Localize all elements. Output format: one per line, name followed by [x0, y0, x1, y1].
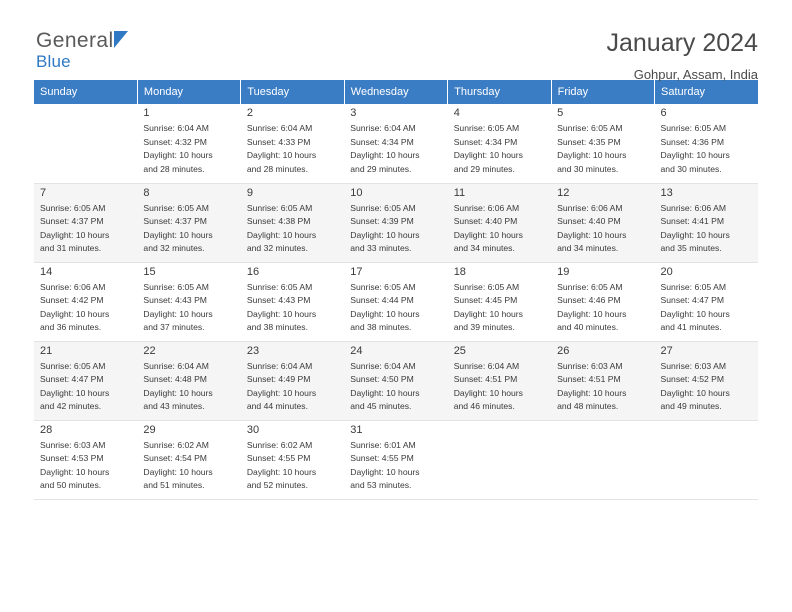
- day-info: [557, 281, 648, 335]
- calendar-week-row: [34, 104, 758, 183]
- day-number: 27: [660, 344, 673, 357]
- sunrise-text: Sunrise: 6:05 AM: [557, 281, 623, 292]
- day-info: [143, 281, 234, 335]
- day-info: [40, 202, 131, 256]
- day-info: [454, 360, 545, 414]
- day-number: 8: [143, 186, 150, 199]
- sunrise-text: Sunrise: 6:03 AM: [40, 439, 106, 450]
- day-info: [247, 202, 338, 256]
- sunrise-text: Sunrise: 6:06 AM: [557, 202, 623, 213]
- sunrise-text: Sunrise: 6:04 AM: [350, 360, 416, 371]
- daylight-text-line1: Daylight: 10 hours: [350, 229, 420, 240]
- day-number: 19: [557, 265, 570, 278]
- daylight-text-line1: Daylight: 10 hours: [557, 308, 627, 319]
- daylight-text-line2: and 48 minutes.: [557, 401, 619, 412]
- sunrise-text: Sunrise: 6:05 AM: [660, 281, 726, 292]
- sunset-text: Sunset: 4:50 PM: [350, 374, 414, 385]
- daylight-text-line2: and 29 minutes.: [453, 163, 515, 174]
- day-cell: [34, 262, 137, 341]
- day-number: 24: [350, 344, 363, 357]
- page-header: [34, 0, 758, 82]
- day-number: 3: [350, 107, 357, 119]
- day-cell: [655, 104, 758, 183]
- daylight-text-line1: Daylight: 10 hours: [246, 387, 317, 398]
- daylight-text-line1: Daylight: 10 hours: [143, 466, 213, 477]
- day-info: [350, 202, 441, 256]
- daylight-text-line1: Daylight: 10 hours: [660, 387, 730, 398]
- day-number: 13: [660, 186, 673, 199]
- day-info: [40, 360, 131, 414]
- sunrise-text: Sunrise: 6:05 AM: [246, 281, 313, 292]
- daylight-text-line2: and 36 minutes.: [40, 322, 102, 333]
- day-number: 25: [453, 344, 466, 357]
- day-cell: [551, 104, 654, 183]
- day-number: 22: [143, 344, 156, 357]
- sunset-text: Sunset: 4:37 PM: [40, 216, 104, 227]
- day-number: 21: [40, 344, 53, 357]
- sunrise-text: Sunrise: 6:05 AM: [40, 360, 106, 371]
- sunrise-text: Sunrise: 6:06 AM: [40, 281, 106, 292]
- sunset-text: Sunset: 4:38 PM: [246, 216, 311, 227]
- day-number: 4: [453, 107, 460, 119]
- daylight-text-line1: Daylight: 10 hours: [453, 308, 523, 319]
- day-info: [661, 202, 752, 256]
- day-info: [247, 439, 338, 493]
- triangle-flag-icon: [114, 31, 128, 48]
- sunrise-text: Sunrise: 6:06 AM: [660, 202, 726, 213]
- day-number: 11: [453, 186, 466, 199]
- weekday-header-row: [34, 80, 758, 104]
- sunset-text: Sunset: 4:47 PM: [40, 374, 104, 385]
- calendar-week-row: [34, 183, 758, 262]
- weekday-header-sunday: Sunday: [34, 80, 137, 104]
- day-cell-empty: [34, 104, 137, 183]
- daylight-text-line1: Daylight: 10 hours: [40, 308, 110, 319]
- day-info: [350, 439, 441, 493]
- sunrise-text: Sunrise: 6:04 AM: [453, 360, 520, 371]
- daylight-text-line1: Daylight: 10 hours: [660, 150, 730, 161]
- sunset-text: Sunset: 4:42 PM: [40, 295, 104, 306]
- sunrise-text: Sunrise: 6:05 AM: [660, 123, 726, 133]
- daylight-text-line1: Daylight: 10 hours: [246, 150, 317, 161]
- sunset-text: Sunset: 4:44 PM: [350, 295, 414, 306]
- daylight-text-line1: Daylight: 10 hours: [350, 308, 420, 319]
- day-number: 16: [246, 265, 260, 278]
- day-info: [661, 281, 752, 335]
- day-cell: [137, 341, 240, 420]
- weekday-header-saturday: Saturday: [655, 80, 758, 104]
- daylight-text-line2: and 42 minutes.: [40, 401, 102, 412]
- weekday-header-thursday: Thursday: [448, 80, 551, 104]
- day-info: [40, 281, 131, 335]
- day-cell: [34, 183, 137, 262]
- sunrise-text: Sunrise: 6:04 AM: [246, 360, 313, 371]
- day-number: 9: [246, 186, 253, 199]
- sunset-text: Sunset: 4:55 PM: [246, 453, 311, 464]
- page-title: January 2024: [606, 29, 758, 57]
- daylight-text-line1: Daylight: 10 hours: [660, 308, 730, 319]
- day-number: 29: [143, 423, 156, 436]
- day-number: 5: [557, 107, 564, 119]
- daylight-text-line1: Daylight: 10 hours: [143, 229, 213, 240]
- daylight-text-line1: Daylight: 10 hours: [40, 466, 110, 477]
- daylight-text-line1: Daylight: 10 hours: [660, 229, 730, 240]
- daylight-text-line1: Daylight: 10 hours: [453, 387, 523, 398]
- daylight-text-line2: and 43 minutes.: [143, 401, 205, 412]
- daylight-text-line2: and 32 minutes.: [246, 243, 308, 254]
- day-info: [661, 122, 752, 176]
- day-info: [247, 360, 338, 414]
- day-cell-empty: [448, 420, 551, 499]
- daylight-text-line2: and 51 minutes.: [143, 480, 205, 491]
- daylight-text-line1: Daylight: 10 hours: [246, 229, 317, 240]
- day-cell: [137, 104, 240, 183]
- sunset-text: Sunset: 4:43 PM: [246, 295, 311, 306]
- sunset-text: Sunset: 4:40 PM: [453, 216, 518, 227]
- sunset-text: Sunset: 4:53 PM: [40, 453, 104, 464]
- day-cell: [344, 262, 447, 341]
- location-subtitle: Gohpur, Assam, India: [633, 66, 758, 82]
- day-info: [350, 360, 441, 414]
- day-cell: [551, 262, 654, 341]
- calendar-week-row: [34, 262, 758, 341]
- day-number: 2: [246, 107, 253, 119]
- daylight-text-line1: Daylight: 10 hours: [453, 150, 523, 161]
- day-cell: [241, 183, 344, 262]
- sunrise-text: Sunrise: 6:03 AM: [660, 360, 726, 371]
- sunset-text: Sunset: 4:51 PM: [557, 374, 621, 385]
- daylight-text-line2: and 28 minutes.: [246, 163, 308, 174]
- sunset-text: Sunset: 4:37 PM: [143, 216, 207, 227]
- sunrise-text: Sunrise: 6:05 AM: [246, 202, 313, 213]
- day-info: [143, 439, 234, 493]
- day-number: 1: [143, 107, 150, 119]
- daylight-text-line2: and 30 minutes.: [557, 163, 619, 174]
- sunset-text: Sunset: 4:48 PM: [143, 374, 207, 385]
- calendar-week-row: [34, 341, 758, 420]
- sunset-text: Sunset: 4:54 PM: [143, 453, 207, 464]
- sunset-text: Sunset: 4:34 PM: [453, 136, 518, 147]
- day-cell: [137, 183, 240, 262]
- sunset-text: Sunset: 4:33 PM: [246, 136, 311, 147]
- day-number: 17: [350, 265, 363, 278]
- day-number: 6: [660, 107, 667, 119]
- day-number: 28: [40, 423, 53, 436]
- day-cell: [655, 183, 758, 262]
- daylight-text-line1: Daylight: 10 hours: [143, 150, 213, 161]
- sunrise-text: Sunrise: 6:05 AM: [350, 202, 416, 213]
- day-cell: [241, 341, 344, 420]
- day-number: 15: [143, 265, 156, 278]
- day-number: 26: [557, 344, 570, 357]
- daylight-text-line2: and 34 minutes.: [557, 243, 619, 254]
- weekday-header-wednesday: Wednesday: [344, 80, 447, 104]
- day-number: 7: [40, 186, 47, 199]
- sunset-text: Sunset: 4:34 PM: [350, 136, 414, 147]
- daylight-text-line1: Daylight: 10 hours: [350, 387, 420, 398]
- sunset-text: Sunset: 4:45 PM: [453, 295, 518, 306]
- daylight-text-line2: and 45 minutes.: [350, 401, 412, 412]
- sunrise-text: Sunrise: 6:05 AM: [453, 281, 520, 292]
- daylight-text-line1: Daylight: 10 hours: [350, 466, 420, 477]
- sunrise-text: Sunrise: 6:05 AM: [143, 281, 209, 292]
- day-number: 23: [246, 344, 260, 357]
- day-cell: [551, 183, 654, 262]
- sunset-text: Sunset: 4:40 PM: [557, 216, 621, 227]
- daylight-text-line2: and 44 minutes.: [246, 401, 308, 412]
- day-info: [557, 360, 648, 414]
- sunset-text: Sunset: 4:47 PM: [660, 295, 725, 306]
- sunrise-text: Sunrise: 6:05 AM: [40, 202, 106, 213]
- daylight-text-line1: Daylight: 10 hours: [40, 229, 110, 240]
- weekday-header-monday: Monday: [137, 80, 240, 104]
- day-cell: [551, 341, 654, 420]
- sunset-text: Sunset: 4:46 PM: [557, 295, 621, 306]
- daylight-text-line2: and 38 minutes.: [350, 322, 412, 333]
- daylight-text-line2: and 32 minutes.: [143, 243, 205, 254]
- day-cell: [241, 262, 344, 341]
- daylight-text-line1: Daylight: 10 hours: [246, 308, 317, 319]
- daylight-text-line2: and 33 minutes.: [350, 243, 412, 254]
- day-info: [557, 202, 648, 256]
- calendar-week-row: [34, 420, 758, 499]
- day-cell: [448, 183, 551, 262]
- day-info: [247, 281, 338, 335]
- sunset-text: Sunset: 4:52 PM: [660, 374, 725, 385]
- day-cell: [137, 420, 240, 499]
- daylight-text-line2: and 39 minutes.: [453, 322, 515, 333]
- sunset-text: Sunset: 4:49 PM: [246, 374, 311, 385]
- day-number: 10: [350, 186, 363, 199]
- day-number: 18: [453, 265, 466, 278]
- daylight-text-line1: Daylight: 10 hours: [557, 229, 627, 240]
- daylight-text-line1: Daylight: 10 hours: [453, 229, 523, 240]
- sunset-text: Sunset: 4:32 PM: [143, 136, 207, 147]
- day-cell: [241, 104, 344, 183]
- daylight-text-line2: and 49 minutes.: [660, 401, 722, 412]
- title-block: [606, 30, 758, 82]
- daylight-text-line2: and 29 minutes.: [350, 163, 412, 174]
- day-cell: [344, 104, 447, 183]
- sunrise-text: Sunrise: 6:04 AM: [246, 123, 313, 133]
- day-info: [454, 122, 545, 176]
- day-cell-empty: [655, 420, 758, 499]
- day-info: [40, 439, 131, 493]
- daylight-text-line2: and 53 minutes.: [350, 480, 412, 491]
- sunset-text: Sunset: 4:55 PM: [350, 453, 414, 464]
- day-cell: [448, 341, 551, 420]
- daylight-text-line2: and 40 minutes.: [557, 322, 619, 333]
- sunrise-text: Sunrise: 6:05 AM: [350, 281, 416, 292]
- day-number: 20: [660, 265, 673, 278]
- daylight-text-line2: and 46 minutes.: [453, 401, 515, 412]
- day-cell: [137, 262, 240, 341]
- day-info: [661, 360, 752, 414]
- day-cell: [241, 420, 344, 499]
- day-info: [143, 122, 234, 176]
- sunrise-text: Sunrise: 6:01 AM: [350, 439, 416, 450]
- daylight-text-line1: Daylight: 10 hours: [557, 150, 627, 161]
- sunrise-text: Sunrise: 6:03 AM: [557, 360, 623, 371]
- sunrise-text: Sunrise: 6:05 AM: [143, 202, 209, 213]
- sunrise-text: Sunrise: 6:04 AM: [143, 123, 209, 133]
- sunrise-text: Sunrise: 6:04 AM: [143, 360, 209, 371]
- sunrise-text: Sunrise: 6:06 AM: [453, 202, 520, 213]
- daylight-text-line1: Daylight: 10 hours: [557, 387, 627, 398]
- daylight-text-line2: and 31 minutes.: [40, 243, 102, 254]
- day-info: [454, 202, 545, 256]
- brand-name-general: General: [36, 29, 114, 52]
- day-number: 12: [557, 186, 570, 199]
- daylight-text-line2: and 50 minutes.: [40, 480, 102, 491]
- sunrise-text: Sunrise: 6:04 AM: [350, 123, 416, 133]
- day-cell: [34, 420, 137, 499]
- day-info: [350, 122, 441, 176]
- day-cell: [344, 183, 447, 262]
- daylight-text-line1: Daylight: 10 hours: [40, 387, 110, 398]
- day-number: 31: [350, 423, 363, 436]
- day-cell: [448, 104, 551, 183]
- sunrise-text: Sunrise: 6:05 AM: [453, 123, 520, 133]
- daylight-text-line2: and 52 minutes.: [246, 480, 308, 491]
- weekday-header-tuesday: Tuesday: [241, 80, 344, 104]
- sunset-text: Sunset: 4:35 PM: [557, 136, 621, 147]
- daylight-text-line1: Daylight: 10 hours: [143, 308, 213, 319]
- daylight-text-line1: Daylight: 10 hours: [350, 150, 420, 161]
- day-cell: [344, 420, 447, 499]
- day-cell: [34, 341, 137, 420]
- day-info: [350, 281, 441, 335]
- sunset-text: Sunset: 4:51 PM: [453, 374, 518, 385]
- day-info: [557, 122, 648, 176]
- sunrise-sunset-calendar: [34, 80, 758, 500]
- sunset-text: Sunset: 4:43 PM: [143, 295, 207, 306]
- sunrise-text: Sunrise: 6:05 AM: [557, 123, 623, 133]
- daylight-text-line2: and 35 minutes.: [660, 243, 722, 254]
- day-cell: [448, 262, 551, 341]
- sunset-text: Sunset: 4:41 PM: [660, 216, 725, 227]
- day-cell: [655, 341, 758, 420]
- day-info: [143, 202, 234, 256]
- brand-name-blue: Blue: [36, 52, 71, 71]
- daylight-text-line2: and 38 minutes.: [246, 322, 308, 333]
- brand-logo: [34, 30, 114, 70]
- day-number: 14: [40, 265, 53, 278]
- daylight-text-line2: and 28 minutes.: [143, 163, 205, 174]
- day-info: [247, 122, 338, 176]
- daylight-text-line2: and 37 minutes.: [143, 322, 205, 333]
- day-cell: [344, 341, 447, 420]
- day-info: [454, 281, 545, 335]
- daylight-text-line1: Daylight: 10 hours: [143, 387, 213, 398]
- daylight-text-line2: and 30 minutes.: [660, 163, 722, 174]
- sunset-text: Sunset: 4:36 PM: [660, 136, 725, 147]
- sunset-text: Sunset: 4:39 PM: [350, 216, 414, 227]
- day-number: 30: [246, 423, 260, 436]
- sunrise-text: Sunrise: 6:02 AM: [143, 439, 209, 450]
- daylight-text-line2: and 34 minutes.: [453, 243, 515, 254]
- daylight-text-line1: Daylight: 10 hours: [246, 466, 317, 477]
- weekday-header-friday: Friday: [551, 80, 654, 104]
- day-cell-empty: [551, 420, 654, 499]
- day-cell: [655, 262, 758, 341]
- sunrise-text: Sunrise: 6:02 AM: [246, 439, 313, 450]
- day-info: [143, 360, 234, 414]
- daylight-text-line2: and 41 minutes.: [660, 322, 722, 333]
- calendar-body: [34, 104, 758, 499]
